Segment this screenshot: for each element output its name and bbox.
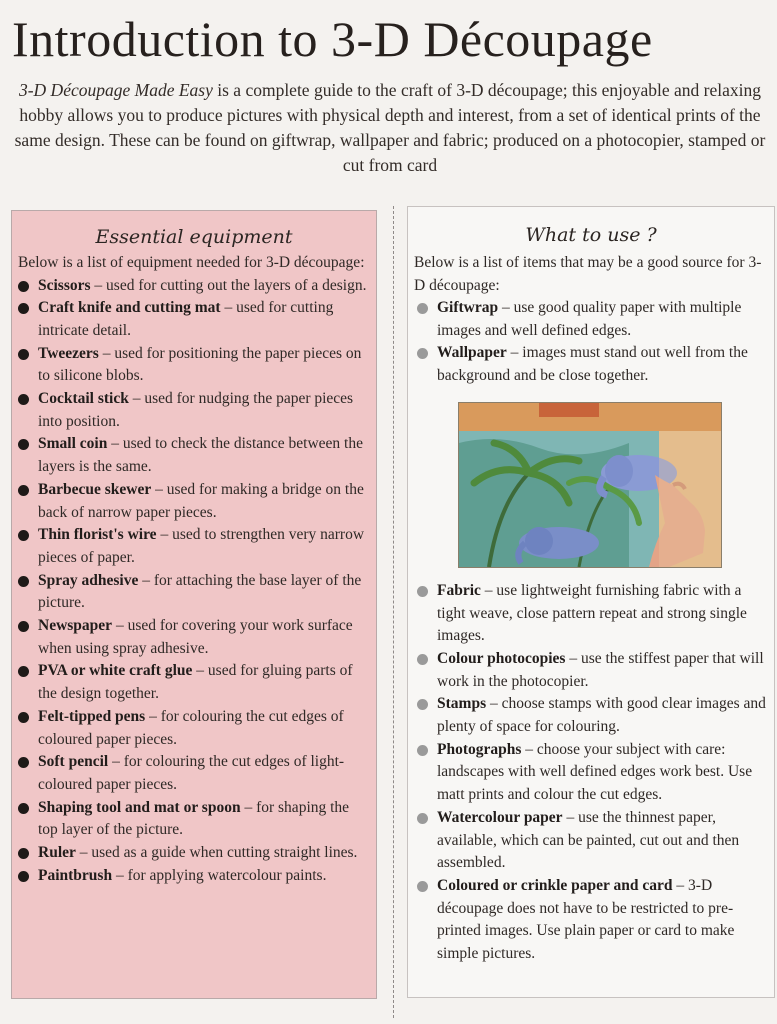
bullet-icon [18,281,29,292]
bullet-icon [18,530,29,541]
equipment-item: Ruler – used as a guide when cutting straight lines. [16,842,370,865]
intro-text: is a complete guide to the craft of 3-D découpage; this enjoyable and relaxing hobby allows you to produce pictures with physical depth and interest, from a set of identical prints of the same design. These can be found on giftwrap, wallpaper and fabric; produced on a photocopier, stamped or cut from card [14,80,766,175]
equipment-item: Barbecue skewer – used for making a bridge on the back of narrow paper pieces. [16,479,370,524]
equipment-item: Craft knife and cutting mat – used for cutting intricate detail. [16,297,370,342]
sources-panel [407,206,775,998]
bullet-icon [18,394,29,405]
equipment-item: Cocktail stick – used for nudging the paper pieces into position. [16,388,370,433]
bullet-icon [417,881,428,892]
equipment-item: Paintbrush – for applying watercolour paints. [16,865,370,888]
equipment-item: PVA or white craft glue – used for gluing parts of the design together. [16,660,370,705]
sources-lead: Below is a list of items that may be a good source for 3-D découpage: [414,254,762,294]
source-item: Fabric – use lightweight furnishing fabric with a tight weave, close pattern repeat and strong single images. [415,580,768,648]
source-item: Stamps – choose stamps with good clear images and plenty of space for colouring. [415,693,768,738]
bullet-icon [417,813,428,824]
equipment-item: Thin florist's wire – used to strengthen very narrow pieces of paper. [16,524,370,569]
bullet-icon [18,621,29,632]
equipment-item: Scissors – used for cutting out the layers of a design. [16,275,370,298]
bullet-icon [18,757,29,768]
source-item: Photographs – choose your subject with care: landscapes with well defined edges work best. Use matt prints and colour the cut edges. [415,739,768,807]
source-item: Wallpaper – images must stand out well from the background and be close together. [415,342,768,387]
equipment-item: Spray adhesive – for attaching the base layer of the picture. [16,570,370,615]
bullet-icon [18,848,29,859]
bullet-icon [417,745,428,756]
column-divider [393,206,394,1018]
equipment-lead: Below is a list of equipment needed for 3-D découpage: [18,254,365,271]
equipment-item: Small coin – used to check the distance between the layers is the same. [16,433,370,478]
bullet-icon [18,712,29,723]
source-item: Colour photocopies – use the stiffest paper that will work in the photocopier. [415,648,768,693]
equipment-heading: Essential equipment [95,226,293,248]
equipment-item: Soft pencil – for colouring the cut edges of light-coloured paper pieces. [16,751,370,796]
source-item: Watercolour paper – use the thinnest paper, available, which can be painted, cut out and then assembled. [415,807,768,875]
source-item: Giftwrap – use good quality paper with multiple images and well defined edges. [415,297,768,342]
intro-paragraph [12,78,768,178]
bullet-icon [417,699,428,710]
bullet-icon [18,871,29,882]
sources-list-top [415,297,768,388]
bullet-icon [18,576,29,587]
bullet-icon [417,654,428,665]
bullet-icon [18,439,29,450]
source-item: Coloured or crinkle paper and card – 3-D découpage does not have to be restricted to pre-printed images. Use plain paper or card to make simple pictures. [415,875,768,966]
elephant-decoupage-photo [458,402,722,568]
bullet-icon [18,666,29,677]
bullet-icon [417,303,428,314]
intro-book-title: 3-D Découpage Made Easy [18,80,213,100]
sources-list-bottom [415,580,768,966]
bullet-icon [18,803,29,814]
sources-heading: What to use ? [525,224,657,246]
bullet-icon [417,586,428,597]
bullet-icon [18,303,29,314]
equipment-item: Newspaper – used for covering your work surface when using spray adhesive. [16,615,370,660]
bullet-icon [18,349,29,360]
bullet-icon [417,348,428,359]
equipment-item: Shaping tool and mat or spoon – for shaping the top layer of the picture. [16,797,370,842]
equipment-list [16,275,370,888]
bullet-icon [18,485,29,496]
page-title: Introduction to 3-D Découpage [12,11,653,67]
equipment-panel [11,210,377,999]
equipment-item: Felt-tipped pens – for colouring the cut edges of coloured paper pieces. [16,706,370,751]
equipment-item: Tweezers – used for positioning the paper pieces on to silicone blobs. [16,343,370,388]
